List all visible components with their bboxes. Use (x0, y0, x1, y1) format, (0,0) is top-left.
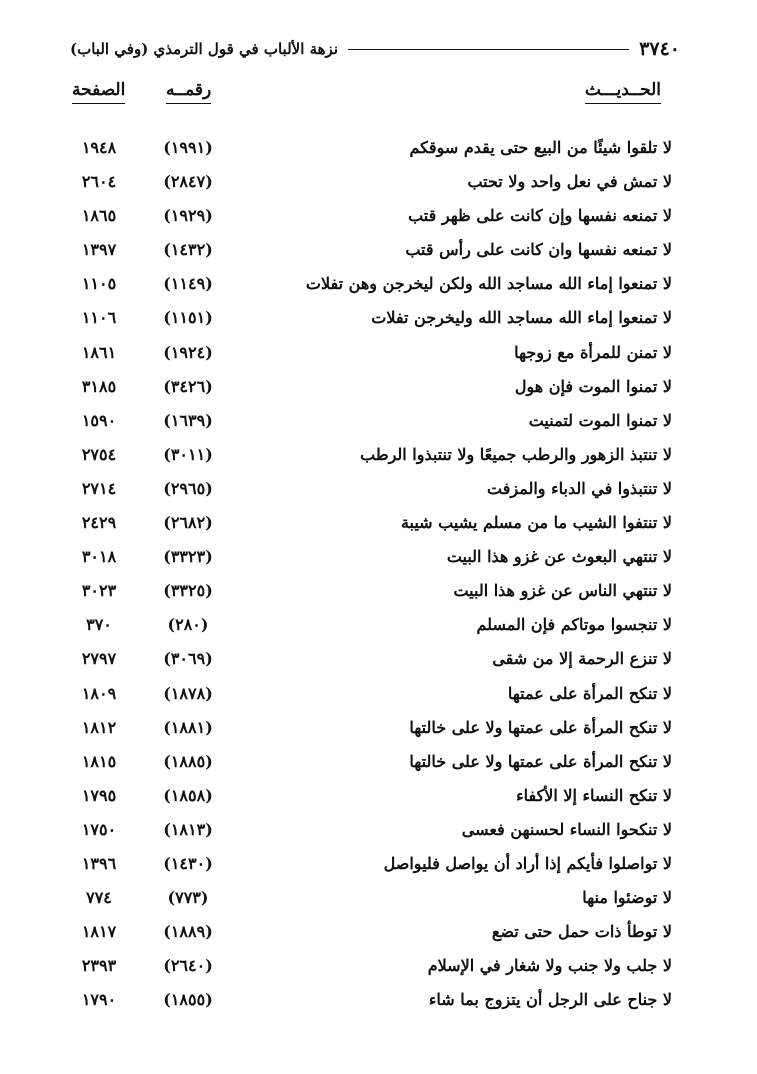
header-rule (348, 49, 629, 50)
index-row (72, 781, 672, 815)
page-reference: ١٣٩٦ (81, 853, 117, 873)
hadith-text: لا تمش في نعل واحد ولا تحتب (467, 172, 672, 192)
page-reference: ١٧٩٠ (81, 990, 117, 1010)
hadith-index-list (72, 133, 672, 1019)
index-row (72, 201, 672, 235)
index-row (72, 679, 672, 713)
hadith-number: (١٨٥٥) (163, 990, 213, 1010)
hadith-number: (٧٧٣) (167, 888, 209, 908)
index-row (72, 474, 672, 508)
index-row (72, 133, 672, 167)
index-row (72, 917, 672, 951)
index-row (72, 440, 672, 474)
hadith-text: لا تنتهي البعوث عن غزو هذا البيت (446, 547, 672, 567)
page-reference: ٢٦٠٤ (81, 172, 117, 192)
page-reference: ٣٧٠ (86, 615, 112, 635)
hadith-text: لا توطأ ذات حمل حتى تضع (491, 922, 672, 942)
index-row (72, 406, 672, 440)
hadith-text: لا تنزع الرحمة إلا من شقى (492, 649, 672, 669)
index-row (72, 849, 672, 883)
hadith-text: لا تنكح المرأة على عمتها (507, 683, 672, 703)
index-row (72, 815, 672, 849)
hadith-text: لا تنكح المرأة على عمتها ولا على خالتها (409, 717, 672, 737)
index-row (72, 883, 672, 917)
hadith-number: (٢٦٨٢) (163, 513, 213, 533)
page-reference: ٢٤٢٩ (81, 513, 117, 533)
hadith-number: (٣٣٢٣) (163, 547, 213, 567)
index-row (72, 747, 672, 781)
hadith-number: (١١٥١) (163, 308, 213, 328)
hadith-number: (١١٤٩) (163, 274, 213, 294)
index-row (72, 985, 672, 1019)
hadith-number: (١٨٧٨) (163, 683, 213, 703)
hadith-text: لا تمنعه نفسها وان كانت على رأس قتب (405, 240, 672, 260)
page-reference: ١٨٦١ (81, 342, 117, 362)
page-reference: ٢٣٩٣ (81, 956, 117, 976)
page-reference: ٧٧٤ (86, 888, 112, 908)
hadith-number: (١٨١٣) (163, 819, 213, 839)
hadith-number: (١٨٨١) (163, 717, 213, 737)
hadith-text: لا تنتبذ الزهور والرطب جميعًا ولا تنتبذوا الرطب (360, 444, 672, 464)
page-reference: ٣١٨٥ (81, 376, 117, 396)
hadith-text: لا تنتبذوا في الدباء والمزفت (487, 478, 672, 498)
index-row (72, 303, 672, 337)
hadith-number: (٣٣٢٥) (163, 581, 213, 601)
hadith-text: لا تلقوا شيئًا من البيع حتى يقدم سوقكم (409, 138, 672, 157)
page-reference: ١٧٩٥ (81, 785, 117, 805)
hadith-number: (٢٩٦٥) (163, 478, 213, 498)
page-reference: ٢٧٥٤ (81, 444, 117, 464)
index-row (72, 508, 672, 542)
hadith-number: (١٤٣٢) (163, 240, 213, 260)
hadith-text: لا تمنعه نفسها وإن كانت على ظهر قتب (408, 206, 672, 226)
page-reference: ١٨١٢ (81, 717, 117, 737)
hadith-text: لا تواصلوا فأيكم إذا أراد أن يواصل فليواصل (383, 853, 672, 873)
running-header (70, 36, 680, 62)
index-row (72, 338, 672, 372)
hadith-number: (١٨٥٨) (163, 785, 213, 805)
page-reference: ١٨١٧ (81, 922, 117, 942)
page-reference: ٣٠١٨ (81, 547, 117, 567)
hadith-text: لا تمنوا الموت فإن هول (514, 376, 672, 396)
page-reference: ١٨٦٥ (81, 206, 117, 226)
hadith-text: لا جناح على الرجل أن يتزوج بما شاء (428, 990, 672, 1010)
hadith-number: (١٤٣٠) (163, 853, 213, 873)
index-row (72, 167, 672, 201)
page-reference: ٢٧٩٧ (81, 649, 117, 669)
column-header-hadith: الحــديـــث (585, 80, 661, 104)
page-reference: ١٩٤٨ (81, 138, 117, 157)
page-reference: ١٨١٥ (81, 751, 117, 771)
hadith-text: لا تنكح المرأة على عمتها ولا على خالتها (409, 751, 672, 771)
hadith-number: (١٦٣٩) (163, 410, 213, 430)
book-title: نزهة الألباب في قول الترمذي (وفي الباب) (70, 40, 338, 58)
hadith-number: (١٨٨٥) (163, 751, 213, 771)
index-row (72, 235, 672, 269)
index-row (72, 951, 672, 985)
hadith-text: لا تنجسوا موتاكم فإن المسلم (476, 615, 672, 635)
hadith-number: (٢٨٠) (167, 615, 209, 635)
page-reference: ٣٠٢٣ (81, 581, 117, 601)
hadith-text: لا تنكح النساء إلا الأكفاء (516, 785, 672, 805)
hadith-text: لا تمنوا الموت لتمنيت (528, 410, 672, 430)
index-row (72, 610, 672, 644)
hadith-number: (٣٠٦٩) (163, 649, 213, 669)
index-row (72, 644, 672, 678)
hadith-number: (٣٠١١) (163, 444, 213, 464)
index-row (72, 576, 672, 610)
index-row (72, 372, 672, 406)
hadith-text: لا تمنن للمرأة مع زوجها (514, 342, 672, 362)
column-header-page: الصفحة (72, 80, 125, 104)
hadith-number: (١٨٨٩) (163, 922, 213, 942)
index-row (72, 713, 672, 747)
page-reference: ١٥٩٠ (81, 410, 117, 430)
hadith-number: (٢٦٤٠) (163, 956, 213, 976)
index-row (72, 542, 672, 576)
column-header-number: رقمــه (166, 80, 211, 104)
hadith-text: لا تنتهي الناس عن غزو هذا البيت (453, 581, 672, 601)
hadith-text: لا توضئوا منها (582, 888, 672, 908)
hadith-number: (٣٤٢٦) (163, 376, 213, 396)
page-reference: ١٣٩٧ (81, 240, 117, 260)
index-row (72, 269, 672, 303)
page-reference: ٢٧١٤ (81, 478, 117, 498)
hadith-number: (١٩٩١) (163, 138, 213, 157)
page-reference: ١١٠٥ (81, 274, 117, 294)
hadith-text: لا تنتفوا الشيب ما من مسلم يشيب شيبة (400, 513, 672, 533)
page-reference: ١٧٥٠ (81, 819, 117, 839)
hadith-text: لا تمنعوا إماء الله مساجد الله ولكن ليخرجن وهن تفلات (305, 274, 672, 294)
hadith-text: لا جلب ولا جنب ولا شغار في الإسلام (427, 956, 672, 976)
hadith-number: (١٩٢٤) (163, 342, 213, 362)
page-reference: ١٨٠٩ (81, 683, 117, 703)
hadith-text: لا تمنعوا إماء الله مساجد الله وليخرجن تفلات (371, 308, 672, 328)
hadith-text: لا تنكحوا النساء لحسنهن فعسى (461, 819, 672, 839)
hadith-number: (٢٨٤٧) (163, 172, 213, 192)
page-number: ٣٧٤٠ (639, 38, 680, 60)
page-reference: ١١٠٦ (81, 308, 117, 328)
hadith-number: (١٩٢٩) (163, 206, 213, 226)
